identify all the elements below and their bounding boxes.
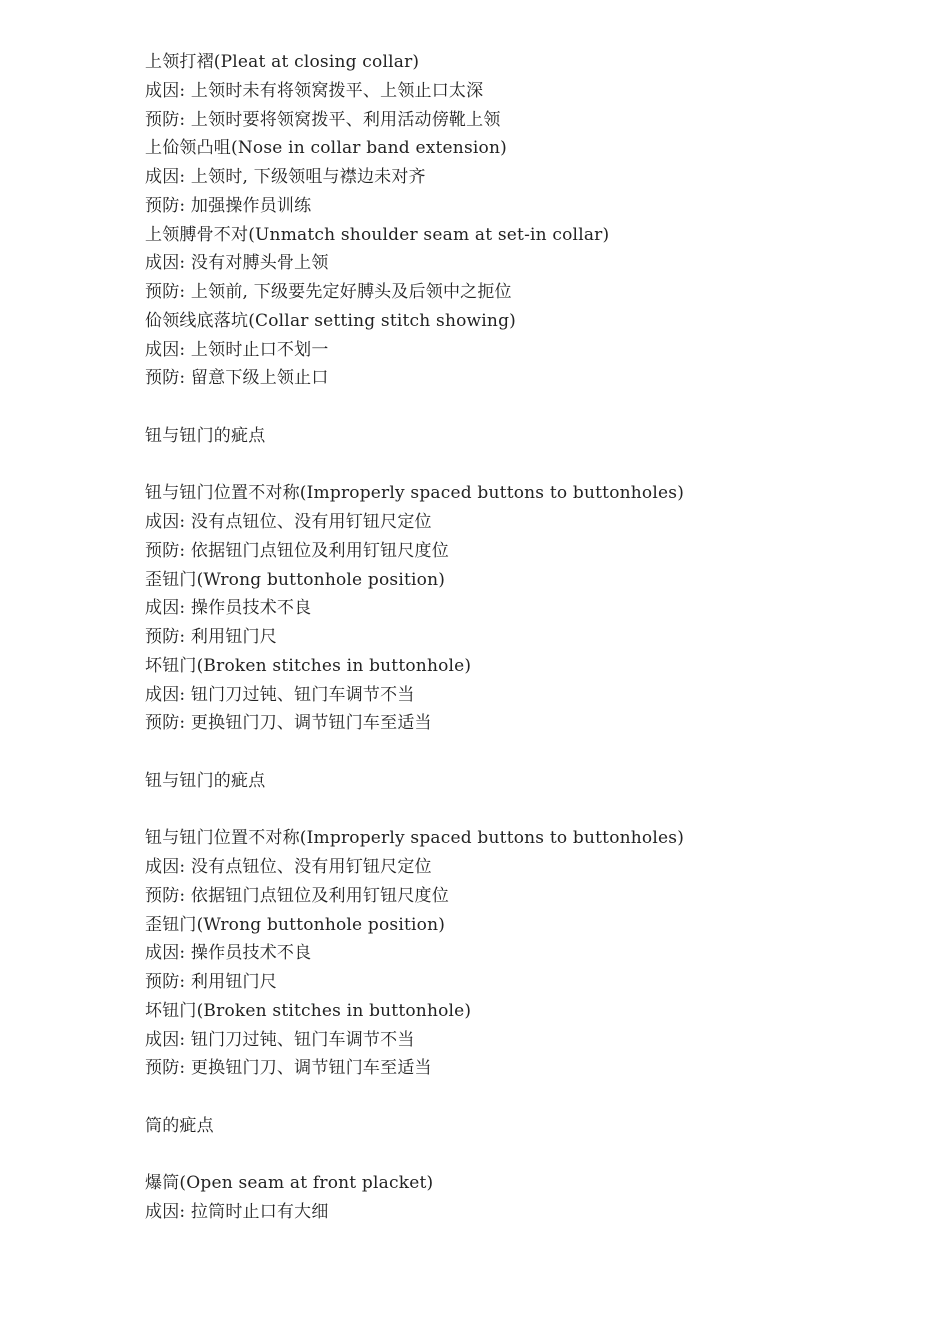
defect-cause: 成因: 拉筒时止口有大细 xyxy=(145,1202,329,1222)
defect-title: 坏钮门(Broken stitches in buttonhole) xyxy=(145,655,472,676)
document-body xyxy=(145,48,925,1227)
defect-title: 佡领线底落坑(Collar setting stitch showing) xyxy=(145,310,516,331)
defect-cause: 成因: 上领时止口不划一 xyxy=(145,339,329,360)
defect-title: 歪钮门(Wrong buttonhole position) xyxy=(145,914,446,935)
defect-prevention: 预防: 留意下级上领止口 xyxy=(145,368,329,389)
section-buttons xyxy=(145,422,925,738)
section-heading: 筒的疵点 xyxy=(145,1115,214,1136)
defect-title: 上佡领凸咀(Nose in collar band extension) xyxy=(145,138,507,159)
defect-title: 上领膊骨不对(Unmatch shoulder seam at set-in collar) xyxy=(145,224,610,245)
defect-prevention: 预防: 加强操作员训练 xyxy=(145,195,312,216)
defect-cause: 成因: 操作员技术不良 xyxy=(145,598,312,619)
paragraph-spacer xyxy=(145,451,925,480)
defect-cause: 成因: 钮门刀过钝、钮门车调节不当 xyxy=(145,1029,415,1050)
defect-title: 爆筒(Open seam at front placket) xyxy=(145,1173,434,1194)
section-heading: 钮与钮门的疵点 xyxy=(145,770,266,791)
paragraph-spacer xyxy=(145,1083,925,1112)
defect-title: 上领打褶(Pleat at closing collar) xyxy=(145,52,420,72)
defect-prevention: 预防: 更换钮门刀、调节钮门车至适当 xyxy=(145,1058,432,1079)
section-placket xyxy=(145,1112,925,1227)
defect-cause: 成因: 钮门刀过钝、钮门车调节不当 xyxy=(145,684,415,705)
defect-cause: 成因: 没有点钮位、没有用钉钮尺定位 xyxy=(145,512,432,532)
defect-prevention: 预防: 依据钮门点钮位及利用钉钮尺度位 xyxy=(145,540,449,561)
defect-prevention: 预防: 上领前, 下级要先定好膊头及后领中之扼位 xyxy=(145,282,512,302)
defect-cause: 成因: 上领时未有将领窝拨平、上领止口太深 xyxy=(145,80,484,101)
section-buttons-repeat xyxy=(145,767,925,1083)
defect-title: 歪钮门(Wrong buttonhole position) xyxy=(145,569,446,590)
defect-prevention: 预防: 依据钮门点钮位及利用钉钮尺度位 xyxy=(145,885,449,906)
paragraph-spacer xyxy=(145,393,925,422)
paragraph-spacer xyxy=(145,796,925,825)
defect-prevention: 预防: 利用钮门尺 xyxy=(145,972,277,992)
defect-cause: 成因: 没有对膊头骨上领 xyxy=(145,253,329,274)
defect-prevention: 预防: 更换钮门刀、调节钮门车至适当 xyxy=(145,713,432,734)
defect-title: 钮与钮门位置不对称(Improperly spaced buttons to buttonholes) xyxy=(145,828,685,849)
defect-title: 坏钮门(Broken stitches in buttonhole) xyxy=(145,1000,472,1021)
section-heading: 钮与钮门的疵点 xyxy=(145,425,266,446)
defect-cause: 成因: 操作员技术不良 xyxy=(145,943,312,964)
defect-title: 钮与钮门位置不对称(Improperly spaced buttons to buttonholes) xyxy=(145,483,685,504)
paragraph-spacer xyxy=(145,738,925,767)
defect-cause: 成因: 没有点钮位、没有用钉钮尺定位 xyxy=(145,857,432,877)
section-collar xyxy=(145,48,925,393)
defect-prevention: 预防: 上领时要将领窝拨平、利用活动傍靴上领 xyxy=(145,109,501,130)
defect-prevention: 预防: 利用钮门尺 xyxy=(145,627,277,647)
defect-cause: 成因: 上领时, 下级领咀与襟边未对齐 xyxy=(145,167,426,187)
paragraph-spacer xyxy=(145,1141,925,1170)
